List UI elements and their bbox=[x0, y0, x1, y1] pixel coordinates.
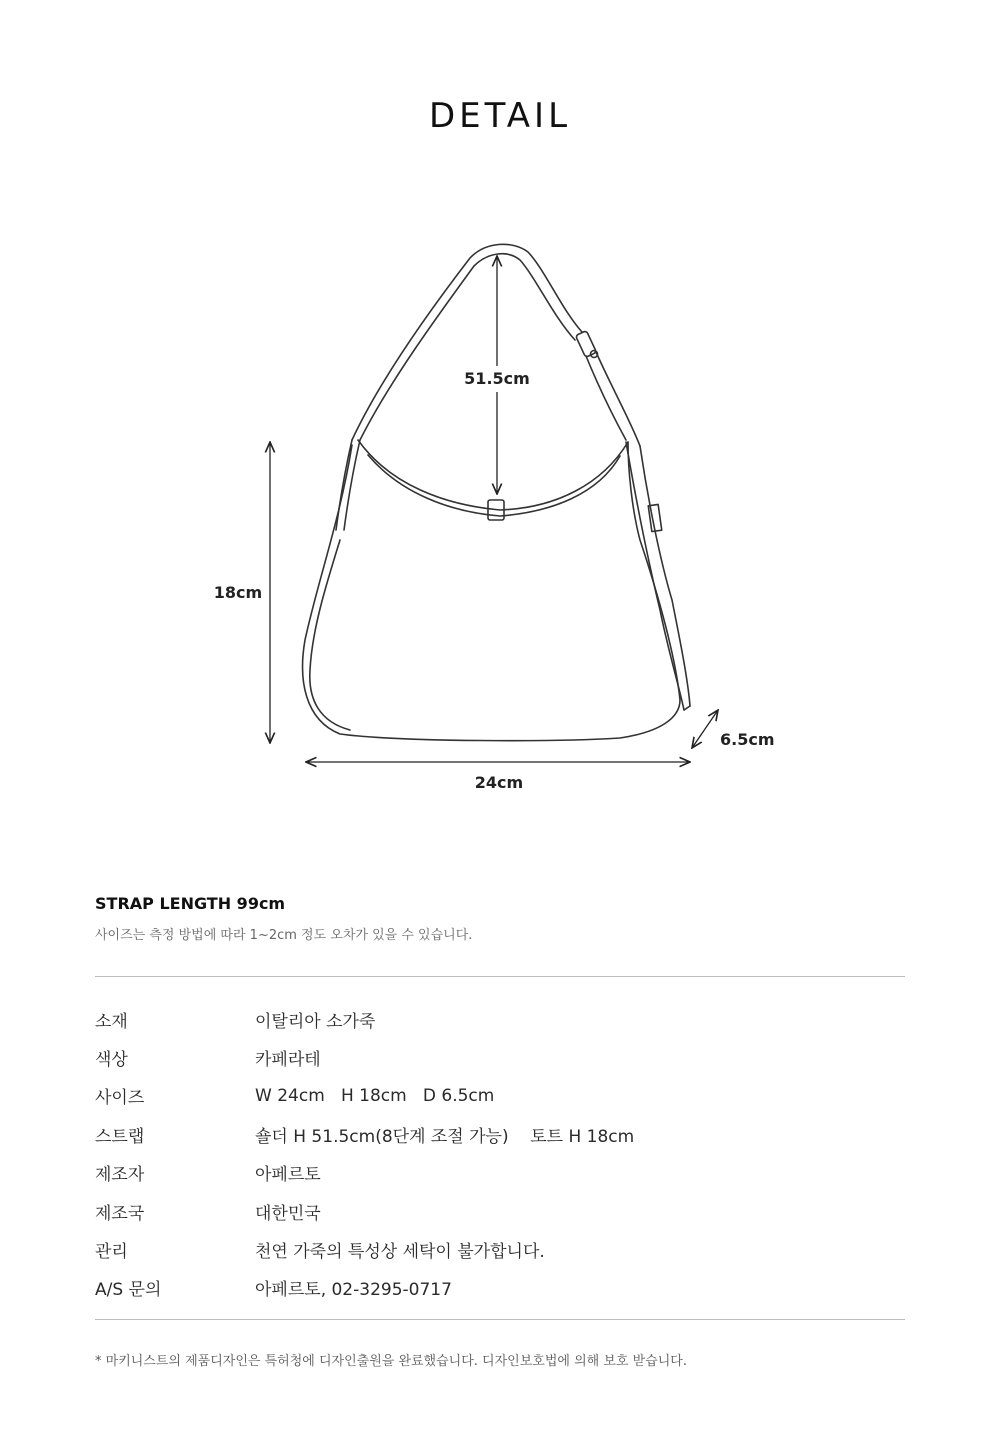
spec-label: 관리 bbox=[95, 1242, 128, 1263]
depth-arrow bbox=[692, 710, 718, 748]
spec-label: 제조자 bbox=[95, 1165, 145, 1186]
spec-table bbox=[95, 1000, 905, 1307]
spec-row-as bbox=[95, 1269, 905, 1307]
bag-dimension-diagram bbox=[0, 200, 1000, 820]
strap-height-label: 51.5cm bbox=[464, 369, 530, 388]
divider-bottom bbox=[95, 1319, 905, 1320]
spec-value: W 24cm H 18cm D 6.5cm bbox=[255, 1085, 495, 1106]
measure-note: 사이즈는 측정 방법에 따라 1~2cm 정도 오차가 있을 수 있습니다. bbox=[95, 928, 473, 943]
spec-row-care bbox=[95, 1230, 905, 1268]
design-patent-note: * 마키니스트의 제품디자인은 특허청에 디자인출원을 완료했습니다. 디자인보호법에 의해 보호 받습니다. bbox=[95, 1354, 687, 1369]
spec-value: 대한민국 bbox=[255, 1203, 321, 1224]
spec-value: 아페르토, 02-3295-0717 bbox=[255, 1280, 452, 1301]
strap-length: STRAP LENGTH 99cm bbox=[95, 894, 286, 913]
spec-value: 카페라테 bbox=[255, 1050, 321, 1071]
page-title: DETAIL bbox=[428, 96, 572, 136]
spec-label: 소재 bbox=[95, 1011, 128, 1032]
spec-row-country bbox=[95, 1192, 905, 1230]
height-label: 18cm bbox=[213, 583, 263, 602]
spec-row-manufacturer bbox=[95, 1154, 905, 1192]
spec-label: 사이즈 bbox=[95, 1088, 145, 1109]
depth-label: 6.5cm bbox=[720, 730, 775, 749]
spec-value: 이탈리아 소가죽 bbox=[255, 1011, 376, 1032]
spec-value: 숄더 H 51.5cm(8단계 조절 가능) 토트 H 18cm bbox=[255, 1126, 635, 1147]
spec-label: 색상 bbox=[95, 1050, 128, 1071]
spec-label: A/S 문의 bbox=[95, 1280, 162, 1301]
spec-label: 스트랩 bbox=[95, 1126, 145, 1147]
spec-value: 천연 가죽의 특성상 세탁이 불가합니다. bbox=[255, 1242, 545, 1263]
spec-row-color bbox=[95, 1038, 905, 1076]
divider-top bbox=[95, 976, 905, 977]
spec-row-strap bbox=[95, 1115, 905, 1153]
spec-row-size bbox=[95, 1077, 905, 1115]
spec-row-material bbox=[95, 1000, 905, 1038]
spec-value: 아페르토 bbox=[255, 1165, 321, 1186]
bag-illustration bbox=[303, 244, 690, 740]
width-label: 24cm bbox=[474, 773, 524, 792]
spec-label: 제조국 bbox=[95, 1203, 145, 1224]
